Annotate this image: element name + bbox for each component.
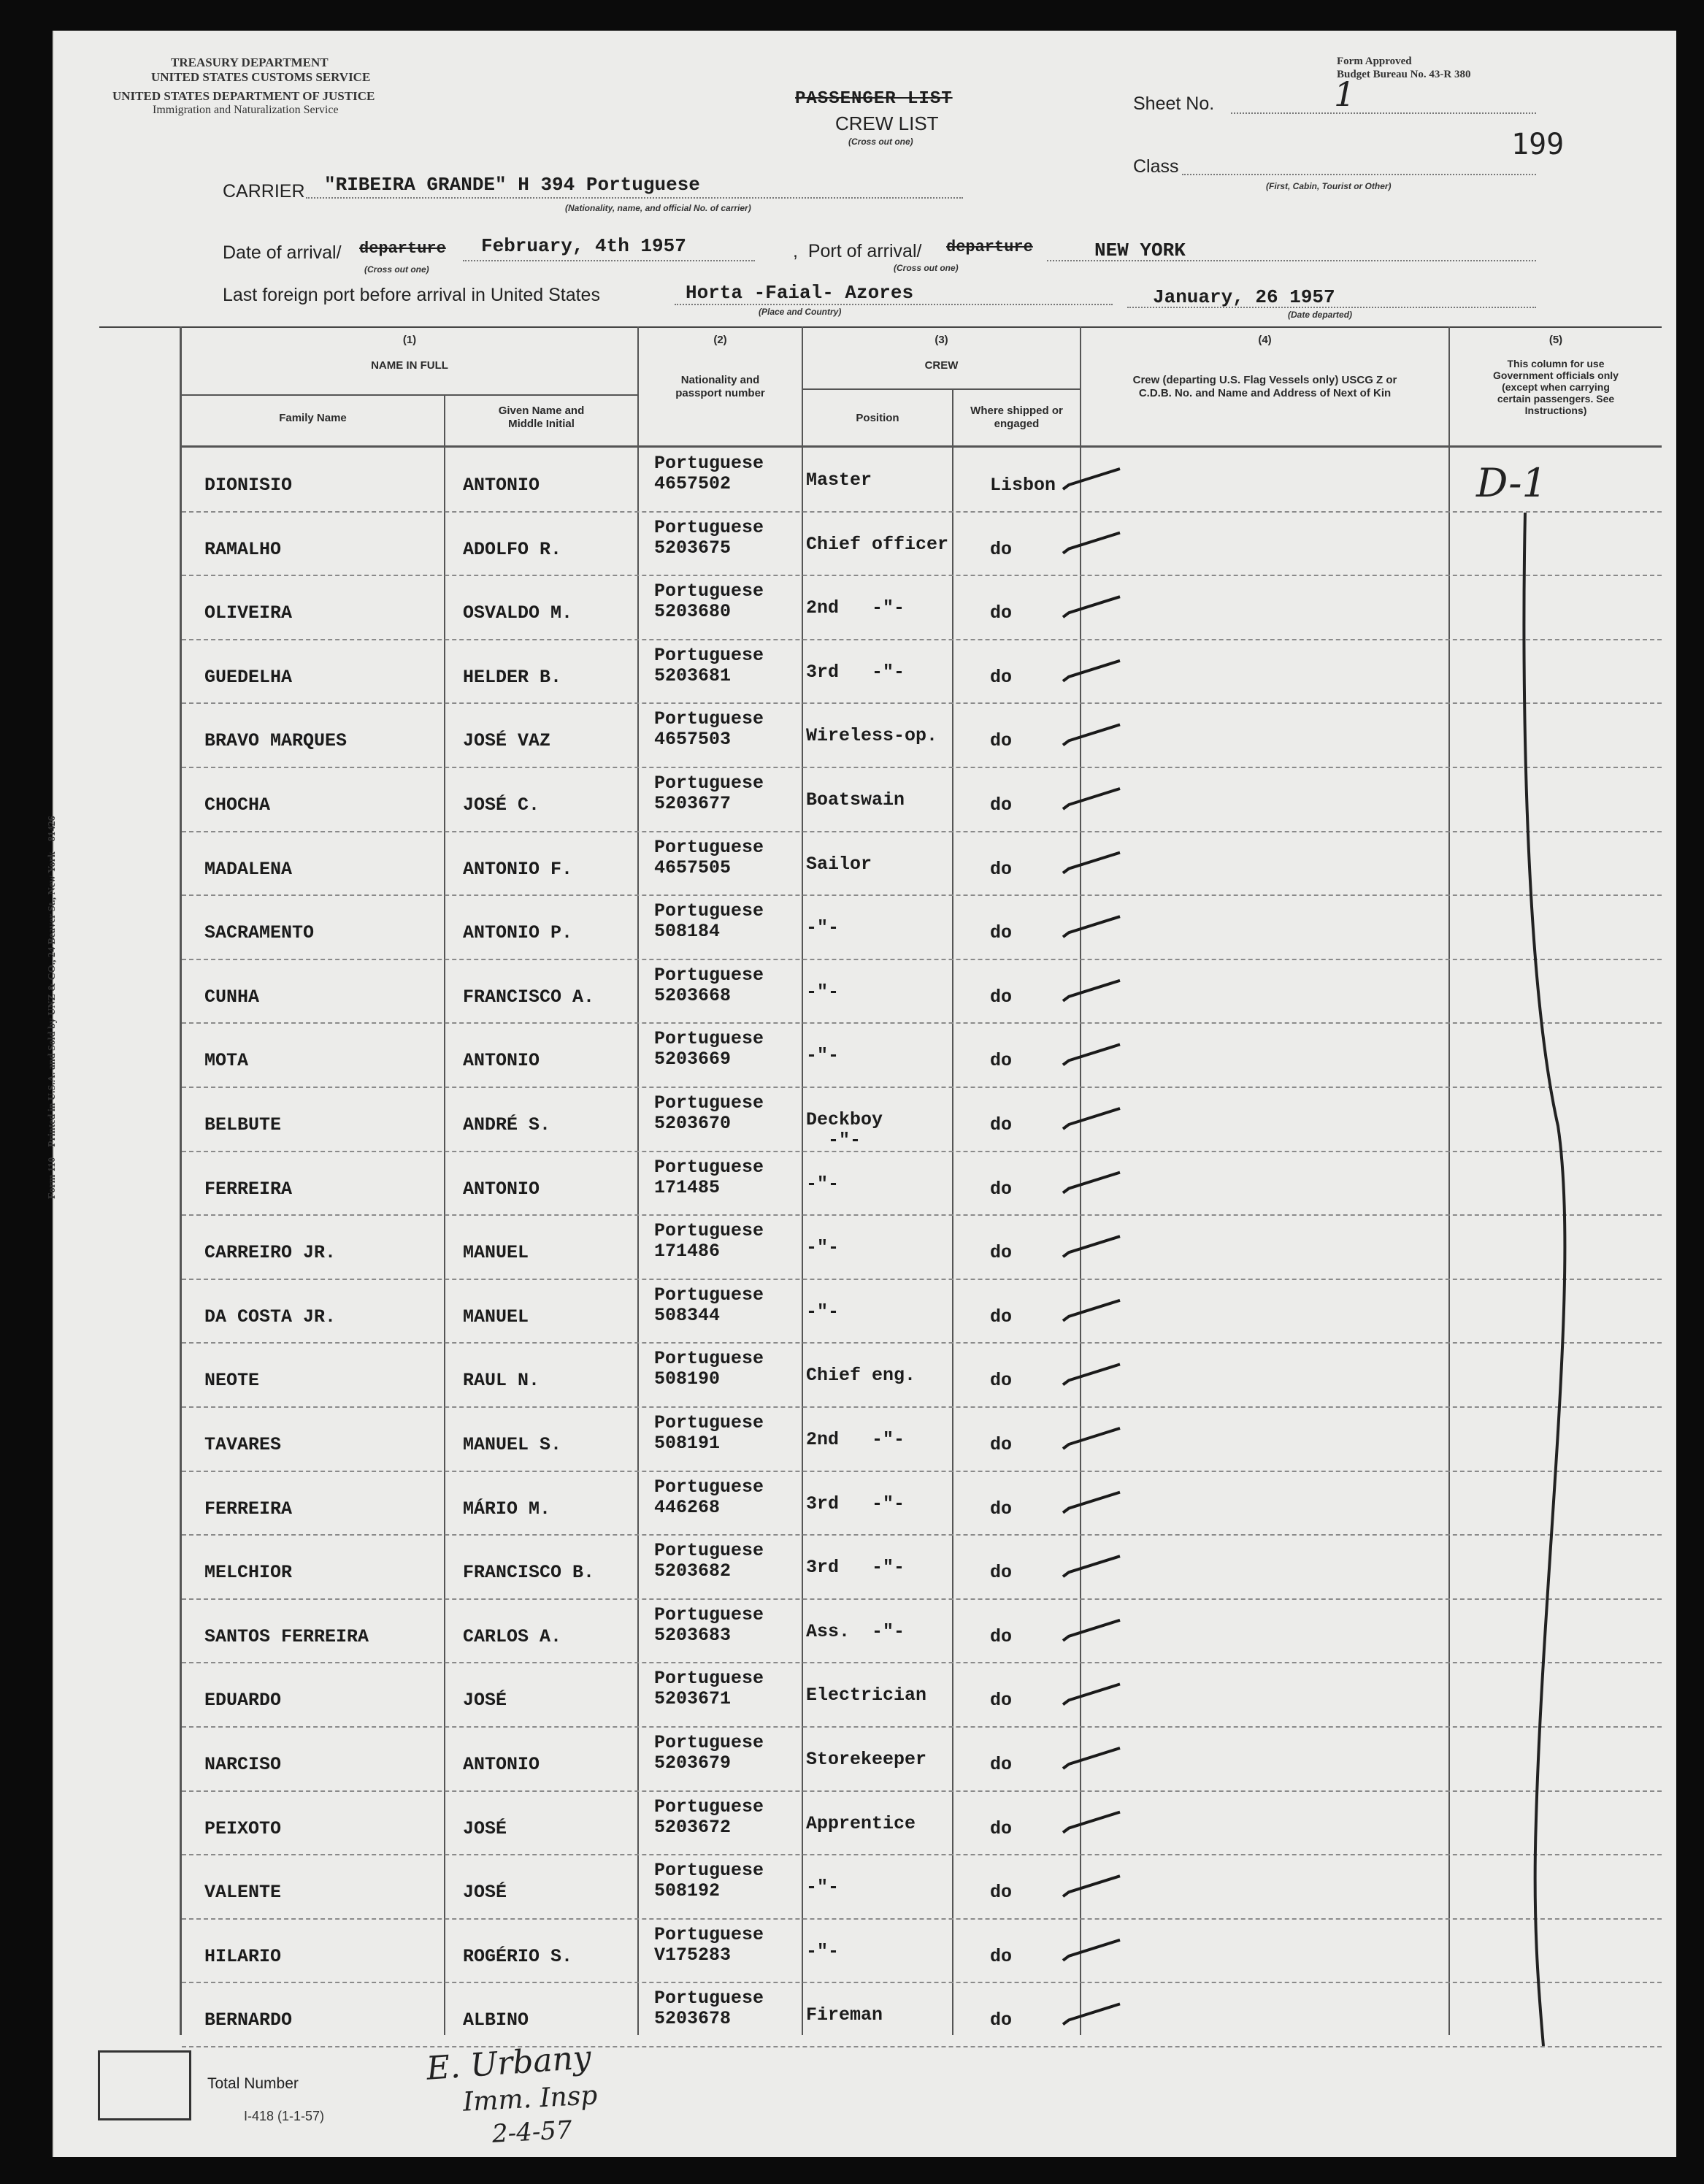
given-name: JOSÉ VAZ (463, 730, 551, 752)
signature-date: 2-4-57 (491, 2115, 573, 2149)
position: Deckboy -"- (806, 1109, 883, 1151)
position: -"- (806, 1045, 840, 1067)
nationality: Portuguese (654, 1988, 764, 2009)
arrival-date-note: (Cross out one) (364, 264, 429, 275)
where-shipped: do (990, 1817, 1013, 1839)
family-name: MADALENA (204, 858, 293, 880)
where-shipped: do (990, 1050, 1013, 1072)
form-title: CREW LIST (835, 112, 939, 134)
where-shipped: do (990, 858, 1013, 880)
where-shipped: do (990, 1498, 1013, 1520)
nationality: Portuguese (654, 1540, 764, 1562)
nationality: Portuguese (654, 581, 764, 602)
column5-bracket-line (54, 31, 1676, 2157)
position: Sailor (806, 853, 872, 875)
arrival-port-value: NEW YORK (1094, 240, 1186, 261)
nationality: Portuguese (654, 1348, 764, 1370)
family-name: FERREIRA (204, 1178, 293, 1200)
foreign-port-label: Last foreign port before arrival in United States (223, 285, 600, 305)
where-shipped: do (990, 1178, 1013, 1200)
where-shipped: do (990, 538, 1013, 560)
passport-number: 5203681 (654, 664, 732, 686)
nationality: Portuguese (654, 964, 764, 986)
family-name: MELCHIOR (204, 1562, 293, 1584)
agency-ins: Immigration and Naturalization Service (153, 104, 339, 116)
agency-customs: UNITED STATES CUSTOMS SERVICE (151, 70, 371, 84)
col5-number: (5) (1548, 334, 1563, 346)
given-name: MANUEL S. (463, 1434, 562, 1455)
col3-title: CREW (924, 359, 959, 372)
struck-title: PASSENGER LIST (795, 89, 953, 109)
family-name: MOTA (204, 1050, 249, 1072)
nationality: Portuguese (654, 708, 764, 730)
passport-number: 508190 (654, 1368, 721, 1390)
given-name: ANTONIO (463, 1050, 540, 1072)
where-shipped: do (990, 730, 1013, 752)
family-name: TAVARES (204, 1434, 282, 1455)
nationality: Portuguese (654, 1860, 764, 1882)
passport-number: 171485 (654, 1176, 721, 1198)
nationality: Portuguese (654, 1092, 764, 1114)
passport-number: 508184 (654, 921, 721, 943)
col-official-use: This column for use Government officials only (except when carrying certain passengers. See Instructions) (1493, 358, 1619, 416)
position: 2nd -"- (806, 1429, 905, 1450)
where-shipped: do (990, 1434, 1013, 1455)
given-name: ALBINO (463, 2009, 529, 2031)
arrival-port-label: Port of arrival/ (807, 241, 922, 261)
col-position: Position (856, 412, 899, 424)
col3-number: (3) (934, 334, 948, 346)
agency-justice: UNITED STATES DEPARTMENT OF JUSTICE (112, 89, 375, 103)
where-shipped: do (990, 986, 1013, 1008)
nationality: Portuguese (654, 1923, 764, 1945)
foreign-port-note: (Place and Country) (759, 307, 842, 317)
col-nationality-passport: Nationality and passport number (675, 374, 765, 399)
crew-list-form: TREASURY DEPARTMENT UNITED STATES CUSTOMS SERVICE UNITED STATES DEPARTMENT OF JUSTICE Immigration and Naturalization Service PASSENGER LIST CREW LIST (Cross out one) Form Approved Budget Bureau No. 43-R 380 Sheet No. 1 199 Class (First, Cabin, Tourist or Other) CARRIER "RIBEIRA GRANDE" H 394 Portuguese (Nationality, name, and official No. of carrier) Date of arrival/ departure (Cross out one) February, 4th 1957 , Port of arrival/ departure (Cross out one) NEW YORK Last foreign port before arrival in United States Horta -Faial- Azores (Place and Country) January, 26 1957 (Date departed) (1) NAME IN FULL Family Name Given Name and Middle Initial (2) Nationality and passport number (3) CREW Position Where shipped or engaged (4) Crew (departing U.S. Flag Vessels only) USCG Z or C.D.B. No. and Name and Address of Next of Kin (5) This column for use Government officials only (except when carrying certain passengers. See Instructions) DIONISIO ANTONIO Portuguese 4657502 Master Lisbon RAMALHO ADOLFO R. Portuguese 5203675 Chief officer do OLIVEIRA OSVALDO M. Portuguese 5203680 2nd -"- do GUEDELHA HELDER B. Portuguese 5203681 3rd -"- do BRAVO MARQUES JOSÉ VAZ Portuguese 4657503 Wireless-op. do CHOCHA JOSÉ C. Portuguese 5203677 Boatswain do MADALENA ANTONIO F. Portuguese 4657505 Sailor do SACRAMENTO ANTONIO P. Portuguese 508184 -"- do CUNHA FRANCISCO A. Portuguese 5203668 -"- do MOTA ANTONIO Portuguese 5203669 -"- do BELBUTE ANDRÉ S. Portuguese 5203670 Deckboy -"- do FERREIRA ANTONIO Portuguese 171485 -"- do CARREIRO JR. MANUEL Portuguese 171486 -"- do DA COSTA JR. MANUEL Portuguese 508344 -"- do NEOTE RAUL N. Portuguese 508190 Chief eng. do TAVARES MANUEL S. Portuguese 508191 2nd -"- do FERREIRA MÁRIO M. Portuguese 446268 3rd -"- do MELCHIOR FRANCISCO B. Portuguese 5203682 3rd -"- do SANTOS FERREIRA CARLOS A. Portuguese 5203683 Ass. -"- do EDUARDO JOSÉ Portuguese 5203671 Electrician do NARCISO ANTONIO Portuguese 5203679 Storekeeper do PEIXOTO JOSÉ Portuguese 5203672 Apprentice do VALENTE JOSÉ Portuguese 508192 -"- do HILARIO ROGÉRIO S. Portuguese V175283 -"- do BERNARDO ALBINO Portuguese 5203678 Fireman do D-1 Form 110—Printed in U.S.A. and Sold by UNZ & CO., 24 Beaver St., New York—81426 Total Number I-418 (1-1-57) E. Urbany Imm. Insp 2-4-57 (53, 31, 1676, 2157)
form-approved: Form Approved (1337, 55, 1412, 67)
family-name: RAMALHO (204, 538, 282, 560)
passport-number: 171486 (654, 1241, 721, 1262)
departed-note: (Date departed) (1288, 310, 1353, 320)
given-name: FRANCISCO B. (463, 1562, 595, 1584)
family-name: GUEDELHA (204, 666, 293, 688)
where-shipped: do (990, 1242, 1013, 1264)
position: -"- (806, 981, 840, 1003)
position: Fireman (806, 2004, 883, 2026)
nationality: Portuguese (654, 1796, 764, 1817)
given-name: MANUEL (463, 1242, 529, 1264)
where-shipped: do (990, 2009, 1013, 2031)
family-name: BELBUTE (204, 1114, 282, 1135)
side-print: Form 110—Printed in U.S.A. and Sold by UNZ & CO., 24 Beaver St., New York—81426 (47, 816, 58, 1199)
position: Ass. -"- (806, 1620, 905, 1642)
nationality: Portuguese (654, 516, 764, 538)
position: 3rd -"- (806, 1557, 905, 1579)
col2-number: (2) (713, 334, 727, 346)
passport-number: 5203669 (654, 1049, 732, 1070)
class-note: (First, Cabin, Tourist or Other) (1266, 181, 1392, 191)
nationality: Portuguese (654, 1603, 764, 1625)
family-name: FERREIRA (204, 1498, 293, 1520)
family-name: HILARIO (204, 1945, 282, 1967)
given-name: ANTONIO F. (463, 858, 573, 880)
stamp-number: 199 (1511, 128, 1565, 161)
given-name: ROGÉRIO S. (463, 1945, 573, 1967)
given-name: MANUEL (463, 1306, 529, 1327)
col1-number: (1) (402, 334, 417, 346)
nationality: Portuguese (654, 1412, 764, 1433)
position: Wireless-op. (806, 725, 938, 747)
total-number-box (98, 2050, 191, 2120)
family-name: CHOCHA (204, 794, 271, 816)
where-shipped: do (990, 1114, 1013, 1135)
position: Apprentice (806, 1812, 916, 1834)
form-number: I-418 (1-1-57) (244, 2109, 325, 2123)
col-family-name: Family Name (279, 412, 347, 424)
given-name: FRANCISCO A. (463, 986, 595, 1008)
arrival-port-struck: departure (946, 238, 1033, 256)
position: Electrician (806, 1685, 927, 1706)
passport-number: V175283 (654, 1944, 732, 1966)
nationality: Portuguese (654, 1668, 764, 1690)
passport-number: 446268 (654, 1496, 721, 1518)
col4-number: (4) (1258, 334, 1272, 346)
passport-number: 508191 (654, 1433, 721, 1454)
given-name: CARLOS A. (463, 1625, 562, 1647)
nationality: Portuguese (654, 1476, 764, 1498)
family-name: EDUARDO (204, 1690, 282, 1712)
position: -"- (806, 1300, 840, 1322)
col1-title: NAME IN FULL (371, 359, 448, 372)
family-name: BRAVO MARQUES (204, 730, 348, 752)
carrier-value: "RIBEIRA GRANDE" H 394 Portuguese (324, 174, 700, 196)
family-name: PEIXOTO (204, 1817, 282, 1839)
family-name: NEOTE (204, 1370, 260, 1392)
position: -"- (806, 1877, 840, 1898)
passport-number: 5203683 (654, 1624, 732, 1646)
where-shipped: do (990, 1945, 1013, 1967)
signature-title: Imm. Insp (462, 2080, 599, 2118)
position: Chief officer (806, 533, 949, 555)
family-name: SANTOS FERREIRA (204, 1625, 369, 1647)
position: -"- (806, 1173, 840, 1195)
passport-number: 5203682 (654, 1560, 732, 1582)
given-name: ANTONIO (463, 475, 540, 496)
passport-number: 5203677 (654, 793, 732, 814)
nationality: Portuguese (654, 453, 764, 474)
where-shipped: Lisbon (990, 475, 1056, 496)
family-name: OLIVEIRA (204, 602, 293, 624)
position: Storekeeper (806, 1749, 927, 1770)
nationality: Portuguese (654, 836, 764, 858)
where-shipped: do (990, 1882, 1013, 1904)
family-name: DIONISIO (204, 475, 293, 496)
nationality: Portuguese (654, 1732, 764, 1753)
where-shipped: do (990, 1690, 1013, 1712)
family-name: VALENTE (204, 1882, 282, 1904)
passport-number: 5203678 (654, 2008, 732, 2030)
passport-number: 5203670 (654, 1113, 732, 1134)
nationality: Portuguese (654, 1028, 764, 1050)
given-name: ANTONIO (463, 1754, 540, 1775)
nationality: Portuguese (654, 773, 764, 794)
nationality: Portuguese (654, 1284, 764, 1306)
family-name: BERNARDO (204, 2009, 293, 2031)
where-shipped: do (990, 922, 1013, 944)
given-name: OSVALDO M. (463, 602, 573, 624)
passport-number: 5203675 (654, 537, 732, 559)
position: Chief eng. (806, 1365, 916, 1387)
given-name: ADOLFO R. (463, 538, 562, 560)
passport-number: 508192 (654, 1880, 721, 1902)
given-name: ANTONIO (463, 1178, 540, 1200)
position: -"- (806, 1237, 840, 1259)
passport-number: 4657502 (654, 473, 732, 494)
passport-number: 5203668 (654, 984, 732, 1006)
given-name: ANDRÉ S. (463, 1114, 551, 1135)
sheet-label: Sheet No. (1133, 93, 1215, 114)
col-where-shipped: Where shipped or engaged (970, 405, 1063, 430)
where-shipped: do (990, 794, 1013, 816)
carrier-note: (Nationality, name, and official No. of carrier) (565, 203, 751, 213)
position: Boatswain (806, 789, 905, 811)
carrier-label: CARRIER (223, 181, 305, 202)
col-given-name: Given Name and Middle Initial (498, 405, 585, 430)
given-name: JOSÉ (463, 1817, 507, 1839)
total-number-label: Total Number (207, 2075, 299, 2092)
sheet-value: 1 (1334, 74, 1356, 114)
signature-name: E. Urbany (425, 2039, 593, 2088)
passport-number: 5203672 (654, 1816, 732, 1838)
column5-mark: D-1 (1476, 460, 1547, 506)
nationality: Portuguese (654, 900, 764, 922)
arrival-date-label: Date of arrival/ (223, 242, 342, 263)
agency-treasury: TREASURY DEPARTMENT (171, 55, 329, 69)
position: 3rd -"- (806, 1493, 905, 1514)
col-next-of-kin: Crew (departing U.S. Flag Vessels only) USCG Z or C.D.B. No. and Name and Address of Next of Kin (1132, 374, 1397, 399)
class-label: Class (1133, 156, 1179, 177)
given-name: JOSÉ C. (463, 794, 540, 816)
where-shipped: do (990, 666, 1013, 688)
budget-bureau: Budget Bureau No. 43-R 380 (1337, 69, 1471, 80)
position: 3rd -"- (806, 661, 905, 683)
arrival-port-note: (Cross out one) (894, 263, 959, 273)
where-shipped: do (990, 1625, 1013, 1647)
nationality: Portuguese (654, 1156, 764, 1178)
family-name: NARCISO (204, 1754, 282, 1775)
given-name: JOSÉ (463, 1690, 507, 1712)
position: Master (806, 470, 872, 491)
nationality: Portuguese (654, 644, 764, 666)
where-shipped: do (990, 1562, 1013, 1584)
where-shipped: do (990, 1306, 1013, 1327)
foreign-port-value: Horta -Faial- Azores (686, 282, 914, 304)
family-name: DA COSTA JR. (204, 1306, 337, 1327)
arrival-date-value: February, 4th 1957 (481, 235, 686, 257)
given-name: ANTONIO P. (463, 922, 573, 944)
passport-number: 4657505 (654, 857, 732, 878)
position: 2nd -"- (806, 597, 905, 619)
where-shipped: do (990, 1754, 1013, 1775)
passport-number: 5203679 (654, 1752, 732, 1774)
given-name: JOSÉ (463, 1882, 507, 1904)
passport-number: 508344 (654, 1304, 721, 1326)
passport-number: 4657503 (654, 729, 732, 751)
given-name: MÁRIO M. (463, 1498, 551, 1520)
passport-number: 5203680 (654, 601, 732, 623)
given-name: HELDER B. (463, 666, 562, 688)
family-name: SACRAMENTO (204, 922, 315, 944)
passport-number: 5203671 (654, 1688, 732, 1710)
title-note: (Cross out one) (848, 137, 913, 147)
given-name: RAUL N. (463, 1370, 540, 1392)
arrival-date-struck: departure (359, 240, 446, 258)
family-name: CARREIRO JR. (204, 1242, 337, 1264)
departed-value: January, 26 1957 (1153, 286, 1335, 308)
position: -"- (806, 1940, 840, 1962)
position: -"- (806, 917, 840, 939)
family-name: CUNHA (204, 986, 260, 1008)
nationality: Portuguese (654, 1220, 764, 1242)
where-shipped: do (990, 1370, 1013, 1392)
where-shipped: do (990, 602, 1013, 624)
